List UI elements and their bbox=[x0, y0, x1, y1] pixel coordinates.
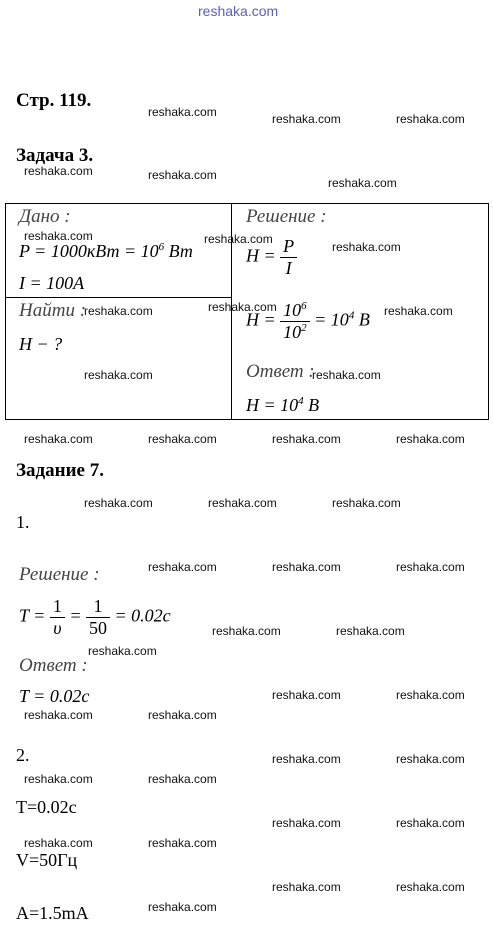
answer-label: Ответ : bbox=[246, 361, 315, 382]
watermark: reshaka.com bbox=[208, 300, 277, 314]
watermark: reshaka.com bbox=[272, 688, 341, 702]
watermark: reshaka.com bbox=[396, 880, 465, 894]
watermark: reshaka.com bbox=[396, 560, 465, 574]
task7-answer-value: T = 0.02c bbox=[19, 686, 90, 706]
given-power: $P = 1000кВт = 10^6$ Вт bbox=[19, 241, 193, 261]
watermark: reshaka.com bbox=[204, 232, 273, 246]
site-name: reshaka.com bbox=[198, 3, 279, 19]
table-divider-horizontal bbox=[5, 297, 232, 298]
watermark: reshaka.com bbox=[24, 772, 93, 786]
task3-title: Задача 3. bbox=[16, 145, 94, 166]
watermark: reshaka.com bbox=[24, 164, 93, 178]
frequency-value: V=50Гц bbox=[16, 850, 78, 870]
item1-label: 1. bbox=[16, 512, 30, 532]
period-value: T=0.02c bbox=[16, 797, 77, 817]
formula: H = $\frac{P}{I}$ bbox=[246, 236, 297, 279]
watermark: reshaka.com bbox=[396, 752, 465, 766]
watermark: reshaka.com bbox=[312, 368, 381, 382]
table-border-bottom bbox=[5, 419, 489, 420]
period-formula: T = $\frac{1}{\upsilon}$ = $\frac{1}{50}$ = 0.02c bbox=[19, 596, 171, 638]
watermark: reshaka.com bbox=[148, 560, 217, 574]
watermark: reshaka.com bbox=[148, 432, 217, 446]
watermark: reshaka.com bbox=[84, 304, 153, 318]
watermark: reshaka.com bbox=[272, 560, 341, 574]
watermark: reshaka.com bbox=[336, 624, 405, 638]
watermark: reshaka.com bbox=[208, 496, 277, 510]
table-border-left bbox=[5, 203, 6, 420]
find-value: H − ? bbox=[19, 334, 63, 354]
given-label: Дано : bbox=[19, 206, 71, 227]
solution-label: Решение : bbox=[246, 206, 327, 227]
watermark: reshaka.com bbox=[148, 772, 217, 786]
watermark: reshaka.com bbox=[24, 432, 93, 446]
watermark: reshaka.com bbox=[84, 368, 153, 382]
watermark: reshaka.com bbox=[396, 432, 465, 446]
page-ref: Стр. 119. bbox=[16, 90, 92, 111]
answer-value: $H = 10^4$ В bbox=[246, 395, 320, 415]
watermark: reshaka.com bbox=[272, 432, 341, 446]
watermark: reshaka.com bbox=[148, 105, 217, 119]
find-label: Найти : bbox=[19, 300, 87, 321]
watermark: reshaka.com bbox=[272, 816, 341, 830]
amplitude-value: A=1.5mA bbox=[16, 903, 89, 923]
task7-answer-label: Ответ : bbox=[19, 655, 88, 676]
table-border-right bbox=[488, 203, 489, 420]
item2-label: 2. bbox=[16, 745, 30, 765]
watermark: reshaka.com bbox=[332, 496, 401, 510]
watermark: reshaka.com bbox=[24, 708, 93, 722]
watermark: reshaka.com bbox=[212, 624, 281, 638]
watermark: reshaka.com bbox=[148, 168, 217, 182]
watermark: reshaka.com bbox=[148, 708, 217, 722]
watermark: reshaka.com bbox=[384, 304, 453, 318]
watermark: reshaka.com bbox=[24, 836, 93, 850]
watermark: reshaka.com bbox=[396, 112, 465, 126]
watermark: reshaka.com bbox=[272, 752, 341, 766]
watermark: reshaka.com bbox=[84, 496, 153, 510]
task7-title: Задание 7. bbox=[16, 460, 104, 481]
watermark: reshaka.com bbox=[24, 229, 93, 243]
task7-solution-label: Решение : bbox=[19, 564, 100, 585]
watermark: reshaka.com bbox=[148, 900, 217, 914]
watermark: reshaka.com bbox=[148, 836, 217, 850]
watermark: reshaka.com bbox=[328, 176, 397, 190]
watermark: reshaka.com bbox=[332, 240, 401, 254]
watermark: reshaka.com bbox=[272, 880, 341, 894]
watermark: reshaka.com bbox=[396, 816, 465, 830]
table-border-top bbox=[5, 203, 489, 204]
given-current: I = 100A bbox=[19, 273, 85, 293]
watermark: reshaka.com bbox=[88, 644, 157, 658]
watermark: reshaka.com bbox=[272, 112, 341, 126]
watermark: reshaka.com bbox=[396, 688, 465, 702]
calculation: H = $\frac{10^6}{10^2}$ = $10^4$ В bbox=[246, 300, 370, 342]
